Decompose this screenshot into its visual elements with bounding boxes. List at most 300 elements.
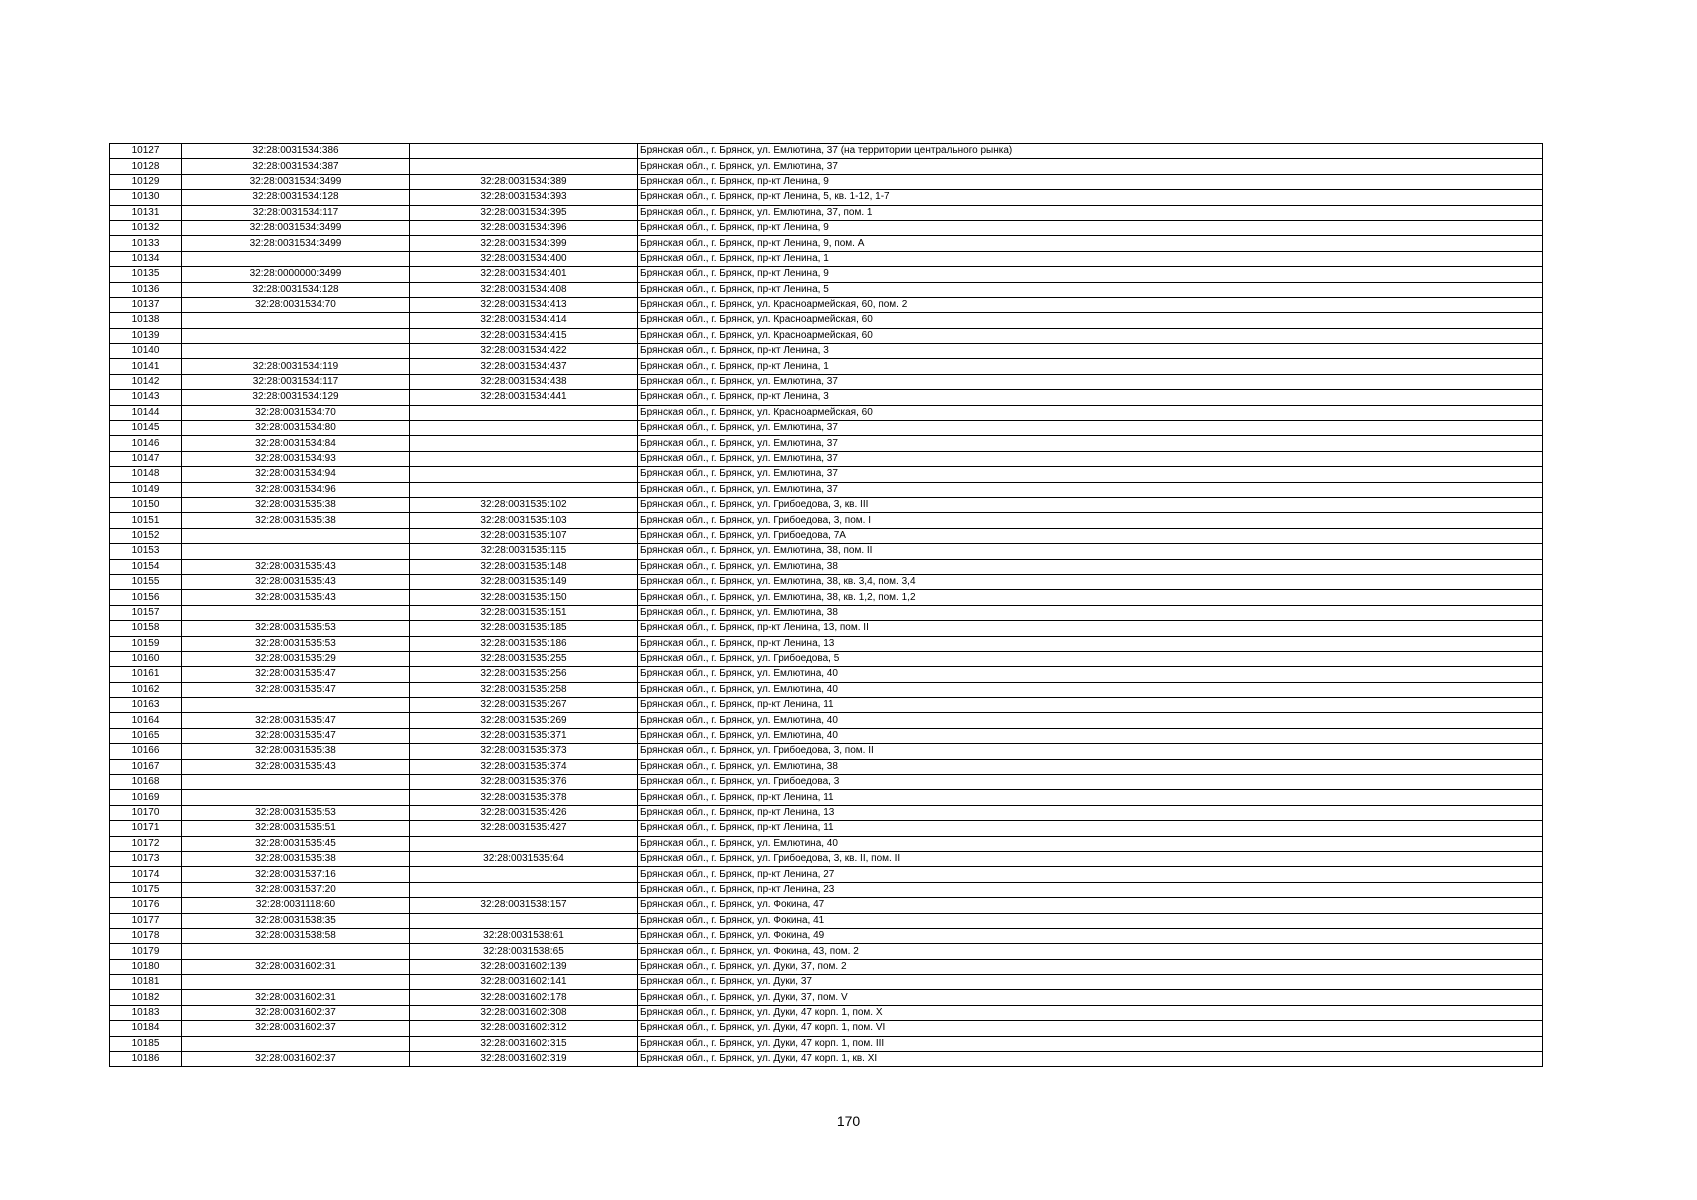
- parent-cadastral-number-cell: 32:28:0031535:150: [410, 590, 638, 605]
- cadastral-number-cell: 32:28:0031535:47: [182, 667, 410, 682]
- cadastral-number-cell: 32:28:0031534:117: [182, 205, 410, 220]
- table-row: [110, 328, 1543, 343]
- table-row: [110, 1036, 1543, 1051]
- cadastral-number-cell: 32:28:0031535:47: [182, 728, 410, 743]
- row-number-cell: 10143: [110, 390, 182, 405]
- address-cell: Брянская обл., г. Брянск, ул. Емлютина, 37: [638, 451, 1543, 466]
- row-number-cell: 10138: [110, 313, 182, 328]
- address-cell: Брянская обл., г. Брянск, пр-кт Ленина, 3: [638, 390, 1543, 405]
- address-cell: Брянская обл., г. Брянск, ул. Грибоедова, 3, кв. III: [638, 497, 1543, 512]
- row-number-cell: 10147: [110, 451, 182, 466]
- parent-cadastral-number-cell: 32:28:0031602:141: [410, 975, 638, 990]
- parent-cadastral-number-cell: 32:28:0031535:374: [410, 759, 638, 774]
- parent-cadastral-number-cell: [410, 451, 638, 466]
- parent-cadastral-number-cell: [410, 467, 638, 482]
- table-row: [110, 882, 1543, 897]
- table-row: [110, 282, 1543, 297]
- address-cell: Брянская обл., г. Брянск, ул. Грибоедова, 3, пом. I: [638, 513, 1543, 528]
- table-row: [110, 144, 1543, 159]
- parent-cadastral-number-cell: [410, 867, 638, 882]
- cadastral-number-cell: 32:28:0031602:37: [182, 1052, 410, 1067]
- parent-cadastral-number-cell: 32:28:0031534:422: [410, 344, 638, 359]
- parent-cadastral-number-cell: 32:28:0031534:441: [410, 390, 638, 405]
- table-row: [110, 744, 1543, 759]
- row-number-cell: 10135: [110, 267, 182, 282]
- cadastral-number-cell: 32:28:0031534:386: [182, 144, 410, 159]
- address-cell: Брянская обл., г. Брянск, ул. Емлютина, 38, кв. 1,2, пом. 1,2: [638, 590, 1543, 605]
- row-number-cell: 10173: [110, 851, 182, 866]
- table-row: [110, 590, 1543, 605]
- cadastral-number-cell: [182, 790, 410, 805]
- row-number-cell: 10129: [110, 174, 182, 189]
- parent-cadastral-number-cell: 32:28:0031535:376: [410, 775, 638, 790]
- row-number-cell: 10171: [110, 821, 182, 836]
- table-row: [110, 698, 1543, 713]
- parent-cadastral-number-cell: 32:28:0031535:269: [410, 713, 638, 728]
- parent-cadastral-number-cell: 32:28:0031534:438: [410, 374, 638, 389]
- address-cell: Брянская обл., г. Брянск, пр-кт Ленина, 9: [638, 174, 1543, 189]
- cadastral-number-cell: 32:28:0031602:31: [182, 959, 410, 974]
- address-cell: Брянская обл., г. Брянск, пр-кт Ленина, 27: [638, 867, 1543, 882]
- parent-cadastral-number-cell: 32:28:0031602:308: [410, 1005, 638, 1020]
- row-number-cell: 10140: [110, 344, 182, 359]
- cadastral-number-cell: [182, 313, 410, 328]
- address-cell: Брянская обл., г. Брянск, ул. Фокина, 49: [638, 928, 1543, 943]
- address-cell: Брянская обл., г. Брянск, ул. Грибоедова, 3: [638, 775, 1543, 790]
- row-number-cell: 10149: [110, 482, 182, 497]
- cadastral-number-cell: 32:28:0031535:43: [182, 574, 410, 589]
- row-number-cell: 10186: [110, 1052, 182, 1067]
- table-row: [110, 297, 1543, 312]
- parent-cadastral-number-cell: 32:28:0031535:149: [410, 574, 638, 589]
- table-row: [110, 497, 1543, 512]
- table-row: [110, 636, 1543, 651]
- cadastral-number-cell: 32:28:0031534:80: [182, 421, 410, 436]
- table-row: [110, 205, 1543, 220]
- address-cell: Брянская обл., г. Брянск, ул. Красноармейская, 60: [638, 405, 1543, 420]
- row-number-cell: 10137: [110, 297, 182, 312]
- parent-cadastral-number-cell: 32:28:0031535:267: [410, 698, 638, 713]
- address-cell: Брянская обл., г. Брянск, пр-кт Ленина, 5, кв. 1-12, 1-7: [638, 190, 1543, 205]
- table-row: [110, 1021, 1543, 1036]
- parent-cadastral-number-cell: 32:28:0031602:312: [410, 1021, 638, 1036]
- row-number-cell: 10160: [110, 651, 182, 666]
- parent-cadastral-number-cell: 32:28:0031535:151: [410, 605, 638, 620]
- row-number-cell: 10176: [110, 898, 182, 913]
- cadastral-number-cell: [182, 544, 410, 559]
- cadastral-number-cell: 32:28:0031535:38: [182, 744, 410, 759]
- table-row: [110, 513, 1543, 528]
- row-number-cell: 10150: [110, 497, 182, 512]
- cadastral-number-cell: 32:28:0031534:84: [182, 436, 410, 451]
- row-number-cell: 10179: [110, 944, 182, 959]
- address-cell: Брянская обл., г. Брянск, пр-кт Ленина, 5: [638, 282, 1543, 297]
- address-cell: Брянская обл., г. Брянск, ул. Емлютина, 40: [638, 713, 1543, 728]
- address-cell: Брянская обл., г. Брянск, ул. Емлютина, 37 (на территории центрального рынка): [638, 144, 1543, 159]
- parent-cadastral-number-cell: 32:28:0031534:395: [410, 205, 638, 220]
- cadastral-number-cell: [182, 944, 410, 959]
- address-cell: Брянская обл., г. Брянск, ул. Емлютина, 37: [638, 436, 1543, 451]
- row-number-cell: 10134: [110, 251, 182, 266]
- address-cell: Брянская обл., г. Брянск, пр-кт Ленина, 9: [638, 267, 1543, 282]
- address-cell: Брянская обл., г. Брянск, ул. Дуки, 47 корп. 1, пом. VI: [638, 1021, 1543, 1036]
- table-row: [110, 651, 1543, 666]
- table-row: [110, 574, 1543, 589]
- parent-cadastral-number-cell: 32:28:0031535:64: [410, 851, 638, 866]
- table-row: [110, 775, 1543, 790]
- address-cell: Брянская обл., г. Брянск, ул. Емлютина, 37: [638, 159, 1543, 174]
- address-cell: Брянская обл., г. Брянск, ул. Емлютина, 37: [638, 374, 1543, 389]
- parent-cadastral-number-cell: 32:28:0031535:107: [410, 528, 638, 543]
- table-row: [110, 451, 1543, 466]
- address-cell: Брянская обл., г. Брянск, ул. Красноармейская, 60: [638, 328, 1543, 343]
- registry-table-body: [110, 144, 1543, 1067]
- table-row: [110, 1005, 1543, 1020]
- address-cell: Брянская обл., г. Брянск, ул. Грибоедова, 3, пом. II: [638, 744, 1543, 759]
- parent-cadastral-number-cell: [410, 159, 638, 174]
- table-row: [110, 421, 1543, 436]
- row-number-cell: 10145: [110, 421, 182, 436]
- table-row: [110, 405, 1543, 420]
- address-cell: Брянская обл., г. Брянск, ул. Дуки, 37, пом. 2: [638, 959, 1543, 974]
- cadastral-number-cell: 32:28:0031534:128: [182, 190, 410, 205]
- parent-cadastral-number-cell: 32:28:0031534:401: [410, 267, 638, 282]
- table-row: [110, 959, 1543, 974]
- table-row: [110, 390, 1543, 405]
- table-row: [110, 559, 1543, 574]
- cadastral-number-cell: 32:28:0031534:96: [182, 482, 410, 497]
- row-number-cell: 10174: [110, 867, 182, 882]
- table-row: [110, 759, 1543, 774]
- cadastral-number-cell: 32:28:0031602:31: [182, 990, 410, 1005]
- parent-cadastral-number-cell: 32:28:0031538:65: [410, 944, 638, 959]
- row-number-cell: 10139: [110, 328, 182, 343]
- row-number-cell: 10181: [110, 975, 182, 990]
- cadastral-number-cell: 32:28:0031535:43: [182, 590, 410, 605]
- cadastral-number-cell: 32:28:0031534:94: [182, 467, 410, 482]
- table-row: [110, 928, 1543, 943]
- table-row: [110, 313, 1543, 328]
- address-cell: Брянская обл., г. Брянск, ул. Емлютина, 37, пом. 1: [638, 205, 1543, 220]
- address-cell: Брянская обл., г. Брянск, пр-кт Ленина, 13: [638, 805, 1543, 820]
- row-number-cell: 10146: [110, 436, 182, 451]
- cadastral-number-cell: 32:28:0031534:117: [182, 374, 410, 389]
- row-number-cell: 10164: [110, 713, 182, 728]
- table-row: [110, 482, 1543, 497]
- table-row: [110, 836, 1543, 851]
- registry-table: [109, 143, 1543, 1067]
- table-row: [110, 220, 1543, 235]
- address-cell: Брянская обл., г. Брянск, ул. Дуки, 47 корп. 1, кв. XI: [638, 1052, 1543, 1067]
- table-row: [110, 528, 1543, 543]
- cadastral-number-cell: 32:28:0031534:3499: [182, 236, 410, 251]
- address-cell: Брянская обл., г. Брянск, пр-кт Ленина, 11: [638, 790, 1543, 805]
- page-number: 170: [836, 1113, 861, 1129]
- address-cell: Брянская обл., г. Брянск, ул. Емлютина, 38: [638, 559, 1543, 574]
- parent-cadastral-number-cell: 32:28:0031534:399: [410, 236, 638, 251]
- cadastral-number-cell: 32:28:0031535:47: [182, 682, 410, 697]
- parent-cadastral-number-cell: 32:28:0031602:178: [410, 990, 638, 1005]
- address-cell: Брянская обл., г. Брянск, ул. Емлютина, 38: [638, 759, 1543, 774]
- parent-cadastral-number-cell: 32:28:0031535:148: [410, 559, 638, 574]
- cadastral-number-cell: 32:28:0031118:60: [182, 898, 410, 913]
- parent-cadastral-number-cell: 32:28:0031602:315: [410, 1036, 638, 1051]
- parent-cadastral-number-cell: 32:28:0031602:319: [410, 1052, 638, 1067]
- row-number-cell: 10161: [110, 667, 182, 682]
- parent-cadastral-number-cell: 32:28:0031535:427: [410, 821, 638, 836]
- table-row: [110, 713, 1543, 728]
- cadastral-number-cell: 32:28:0031535:43: [182, 759, 410, 774]
- table-row: [110, 374, 1543, 389]
- address-cell: Брянская обл., г. Брянск, пр-кт Ленина, 9, пом. А: [638, 236, 1543, 251]
- cadastral-number-cell: 32:28:0031538:35: [182, 913, 410, 928]
- parent-cadastral-number-cell: [410, 836, 638, 851]
- cadastral-number-cell: 32:28:0031535:43: [182, 559, 410, 574]
- parent-cadastral-number-cell: 32:28:0031534:393: [410, 190, 638, 205]
- row-number-cell: 10183: [110, 1005, 182, 1020]
- address-cell: Брянская обл., г. Брянск, ул. Емлютина, 40: [638, 836, 1543, 851]
- address-cell: Брянская обл., г. Брянск, ул. Дуки, 37: [638, 975, 1543, 990]
- table-row: [110, 467, 1543, 482]
- address-cell: Брянская обл., г. Брянск, ул. Емлютина, 38, кв. 3,4, пом. 3,4: [638, 574, 1543, 589]
- cadastral-number-cell: 32:28:0031534:3499: [182, 220, 410, 235]
- row-number-cell: 10153: [110, 544, 182, 559]
- address-cell: Брянская обл., г. Брянск, ул. Емлютина, 37: [638, 482, 1543, 497]
- address-cell: Брянская обл., г. Брянск, ул. Дуки, 37, пом. V: [638, 990, 1543, 1005]
- parent-cadastral-number-cell: 32:28:0031535:102: [410, 497, 638, 512]
- address-cell: Брянская обл., г. Брянск, пр-кт Ленина, 23: [638, 882, 1543, 897]
- row-number-cell: 10128: [110, 159, 182, 174]
- row-number-cell: 10156: [110, 590, 182, 605]
- row-number-cell: 10144: [110, 405, 182, 420]
- address-cell: Брянская обл., г. Брянск, ул. Емлютина, 38, пом. II: [638, 544, 1543, 559]
- parent-cadastral-number-cell: 32:28:0031535:185: [410, 621, 638, 636]
- table-row: [110, 159, 1543, 174]
- row-number-cell: 10142: [110, 374, 182, 389]
- address-cell: Брянская обл., г. Брянск, ул. Дуки, 47 корп. 1, пом. X: [638, 1005, 1543, 1020]
- row-number-cell: 10178: [110, 928, 182, 943]
- address-cell: Брянская обл., г. Брянск, ул. Фокина, 47: [638, 898, 1543, 913]
- table-row: [110, 821, 1543, 836]
- row-number-cell: 10184: [110, 1021, 182, 1036]
- row-number-cell: 10162: [110, 682, 182, 697]
- cadastral-number-cell: [182, 344, 410, 359]
- cadastral-number-cell: 32:28:0031535:38: [182, 497, 410, 512]
- table-row: [110, 790, 1543, 805]
- table-row: [110, 605, 1543, 620]
- table-row: [110, 544, 1543, 559]
- row-number-cell: 10165: [110, 728, 182, 743]
- parent-cadastral-number-cell: 32:28:0031535:426: [410, 805, 638, 820]
- table-row: [110, 344, 1543, 359]
- parent-cadastral-number-cell: 32:28:0031534:437: [410, 359, 638, 374]
- parent-cadastral-number-cell: 32:28:0031534:400: [410, 251, 638, 266]
- cadastral-number-cell: 32:28:0031602:37: [182, 1021, 410, 1036]
- table-row: [110, 236, 1543, 251]
- row-number-cell: 10167: [110, 759, 182, 774]
- cadastral-number-cell: 32:28:0031534:129: [182, 390, 410, 405]
- parent-cadastral-number-cell: 32:28:0031534:389: [410, 174, 638, 189]
- cadastral-number-cell: 32:28:0031535:53: [182, 621, 410, 636]
- table-row: [110, 944, 1543, 959]
- cadastral-number-cell: 32:28:0031535:38: [182, 851, 410, 866]
- parent-cadastral-number-cell: [410, 882, 638, 897]
- address-cell: Брянская обл., г. Брянск, ул. Емлютина, 40: [638, 728, 1543, 743]
- parent-cadastral-number-cell: [410, 913, 638, 928]
- row-number-cell: 10163: [110, 698, 182, 713]
- cadastral-number-cell: 32:28:0000000:3499: [182, 267, 410, 282]
- cadastral-number-cell: 32:28:0031535:47: [182, 713, 410, 728]
- row-number-cell: 10154: [110, 559, 182, 574]
- row-number-cell: 10158: [110, 621, 182, 636]
- row-number-cell: 10172: [110, 836, 182, 851]
- row-number-cell: 10175: [110, 882, 182, 897]
- cadastral-number-cell: [182, 698, 410, 713]
- address-cell: Брянская обл., г. Брянск, ул. Емлютина, 37: [638, 467, 1543, 482]
- row-number-cell: 10151: [110, 513, 182, 528]
- address-cell: Брянская обл., г. Брянск, ул. Грибоедова, 5: [638, 651, 1543, 666]
- cadastral-number-cell: 32:28:0031535:38: [182, 513, 410, 528]
- table-row: [110, 682, 1543, 697]
- parent-cadastral-number-cell: 32:28:0031535:115: [410, 544, 638, 559]
- cadastral-number-cell: 32:28:0031534:93: [182, 451, 410, 466]
- row-number-cell: 10177: [110, 913, 182, 928]
- cadastral-number-cell: 32:28:0031534:119: [182, 359, 410, 374]
- parent-cadastral-number-cell: 32:28:0031534:413: [410, 297, 638, 312]
- address-cell: Брянская обл., г. Брянск, ул. Красноармейская, 60: [638, 313, 1543, 328]
- cadastral-number-cell: 32:28:0031534:70: [182, 297, 410, 312]
- address-cell: Брянская обл., г. Брянск, ул. Фокина, 43, пом. 2: [638, 944, 1543, 959]
- row-number-cell: 10152: [110, 528, 182, 543]
- address-cell: Брянская обл., г. Брянск, ул. Емлютина, 40: [638, 667, 1543, 682]
- parent-cadastral-number-cell: 32:28:0031534:408: [410, 282, 638, 297]
- parent-cadastral-number-cell: 32:28:0031534:415: [410, 328, 638, 343]
- row-number-cell: 10157: [110, 605, 182, 620]
- table-row: [110, 898, 1543, 913]
- address-cell: Брянская обл., г. Брянск, ул. Емлютина, 40: [638, 682, 1543, 697]
- cadastral-number-cell: [182, 775, 410, 790]
- row-number-cell: 10155: [110, 574, 182, 589]
- parent-cadastral-number-cell: 32:28:0031602:139: [410, 959, 638, 974]
- address-cell: Брянская обл., г. Брянск, ул. Грибоедова, 7А: [638, 528, 1543, 543]
- row-number-cell: 10170: [110, 805, 182, 820]
- parent-cadastral-number-cell: 32:28:0031535:373: [410, 744, 638, 759]
- table-row: [110, 990, 1543, 1005]
- cadastral-number-cell: 32:28:0031534:387: [182, 159, 410, 174]
- row-number-cell: 10136: [110, 282, 182, 297]
- row-number-cell: 10168: [110, 775, 182, 790]
- parent-cadastral-number-cell: 32:28:0031535:186: [410, 636, 638, 651]
- cadastral-number-cell: 32:28:0031537:20: [182, 882, 410, 897]
- row-number-cell: 10133: [110, 236, 182, 251]
- parent-cadastral-number-cell: 32:28:0031535:255: [410, 651, 638, 666]
- table-row: [110, 667, 1543, 682]
- table-row: [110, 359, 1543, 374]
- cadastral-number-cell: 32:28:0031534:128: [182, 282, 410, 297]
- parent-cadastral-number-cell: 32:28:0031535:258: [410, 682, 638, 697]
- address-cell: Брянская обл., г. Брянск, пр-кт Ленина, 3: [638, 344, 1543, 359]
- cadastral-number-cell: 32:28:0031602:37: [182, 1005, 410, 1020]
- table-row: [110, 867, 1543, 882]
- table-row: [110, 174, 1543, 189]
- cadastral-number-cell: [182, 605, 410, 620]
- row-number-cell: 10130: [110, 190, 182, 205]
- cadastral-number-cell: 32:28:0031538:58: [182, 928, 410, 943]
- cadastral-number-cell: [182, 975, 410, 990]
- address-cell: Брянская обл., г. Брянск, ул. Емлютина, 37: [638, 421, 1543, 436]
- table-row: [110, 621, 1543, 636]
- row-number-cell: 10148: [110, 467, 182, 482]
- row-number-cell: 10166: [110, 744, 182, 759]
- address-cell: Брянская обл., г. Брянск, ул. Фокина, 41: [638, 913, 1543, 928]
- cadastral-number-cell: 32:28:0031535:51: [182, 821, 410, 836]
- table-row: [110, 251, 1543, 266]
- table-row: [110, 851, 1543, 866]
- table-row: [110, 728, 1543, 743]
- row-number-cell: 10159: [110, 636, 182, 651]
- cadastral-number-cell: 32:28:0031537:16: [182, 867, 410, 882]
- row-number-cell: 10185: [110, 1036, 182, 1051]
- parent-cadastral-number-cell: 32:28:0031535:371: [410, 728, 638, 743]
- parent-cadastral-number-cell: [410, 421, 638, 436]
- cadastral-number-cell: 32:28:0031534:70: [182, 405, 410, 420]
- row-number-cell: 10141: [110, 359, 182, 374]
- address-cell: Брянская обл., г. Брянск, пр-кт Ленина, 11: [638, 821, 1543, 836]
- parent-cadastral-number-cell: 32:28:0031534:396: [410, 220, 638, 235]
- parent-cadastral-number-cell: [410, 482, 638, 497]
- cadastral-number-cell: 32:28:0031535:29: [182, 651, 410, 666]
- address-cell: Брянская обл., г. Брянск, ул. Грибоедова, 3, кв. II, пом. II: [638, 851, 1543, 866]
- address-cell: Брянская обл., г. Брянск, ул. Емлютина, 38: [638, 605, 1543, 620]
- cadastral-number-cell: 32:28:0031535:45: [182, 836, 410, 851]
- address-cell: Брянская обл., г. Брянск, ул. Дуки, 47 корп. 1, пом. III: [638, 1036, 1543, 1051]
- table-row: [110, 436, 1543, 451]
- address-cell: Брянская обл., г. Брянск, пр-кт Ленина, 11: [638, 698, 1543, 713]
- cadastral-number-cell: [182, 528, 410, 543]
- parent-cadastral-number-cell: 32:28:0031535:378: [410, 790, 638, 805]
- table-row: [110, 913, 1543, 928]
- table-row: [110, 1052, 1543, 1067]
- parent-cadastral-number-cell: 32:28:0031538:61: [410, 928, 638, 943]
- table-row: [110, 190, 1543, 205]
- parent-cadastral-number-cell: [410, 144, 638, 159]
- cadastral-number-cell: [182, 251, 410, 266]
- parent-cadastral-number-cell: 32:28:0031535:256: [410, 667, 638, 682]
- parent-cadastral-number-cell: [410, 405, 638, 420]
- table-row: [110, 975, 1543, 990]
- cadastral-number-cell: 32:28:0031535:53: [182, 805, 410, 820]
- table-row: [110, 267, 1543, 282]
- cadastral-number-cell: [182, 328, 410, 343]
- address-cell: Брянская обл., г. Брянск, пр-кт Ленина, 9: [638, 220, 1543, 235]
- row-number-cell: 10127: [110, 144, 182, 159]
- address-cell: Брянская обл., г. Брянск, пр-кт Ленина, 13, пом. II: [638, 621, 1543, 636]
- table-row: [110, 805, 1543, 820]
- row-number-cell: 10169: [110, 790, 182, 805]
- row-number-cell: 10180: [110, 959, 182, 974]
- cadastral-number-cell: 32:28:0031534:3499: [182, 174, 410, 189]
- parent-cadastral-number-cell: [410, 436, 638, 451]
- parent-cadastral-number-cell: 32:28:0031535:103: [410, 513, 638, 528]
- parent-cadastral-number-cell: 32:28:0031534:414: [410, 313, 638, 328]
- address-cell: Брянская обл., г. Брянск, пр-кт Ленина, 1: [638, 359, 1543, 374]
- row-number-cell: 10131: [110, 205, 182, 220]
- address-cell: Брянская обл., г. Брянск, пр-кт Ленина, 1: [638, 251, 1543, 266]
- parent-cadastral-number-cell: 32:28:0031538:157: [410, 898, 638, 913]
- row-number-cell: 10132: [110, 220, 182, 235]
- address-cell: Брянская обл., г. Брянск, пр-кт Ленина, 13: [638, 636, 1543, 651]
- cadastral-number-cell: [182, 1036, 410, 1051]
